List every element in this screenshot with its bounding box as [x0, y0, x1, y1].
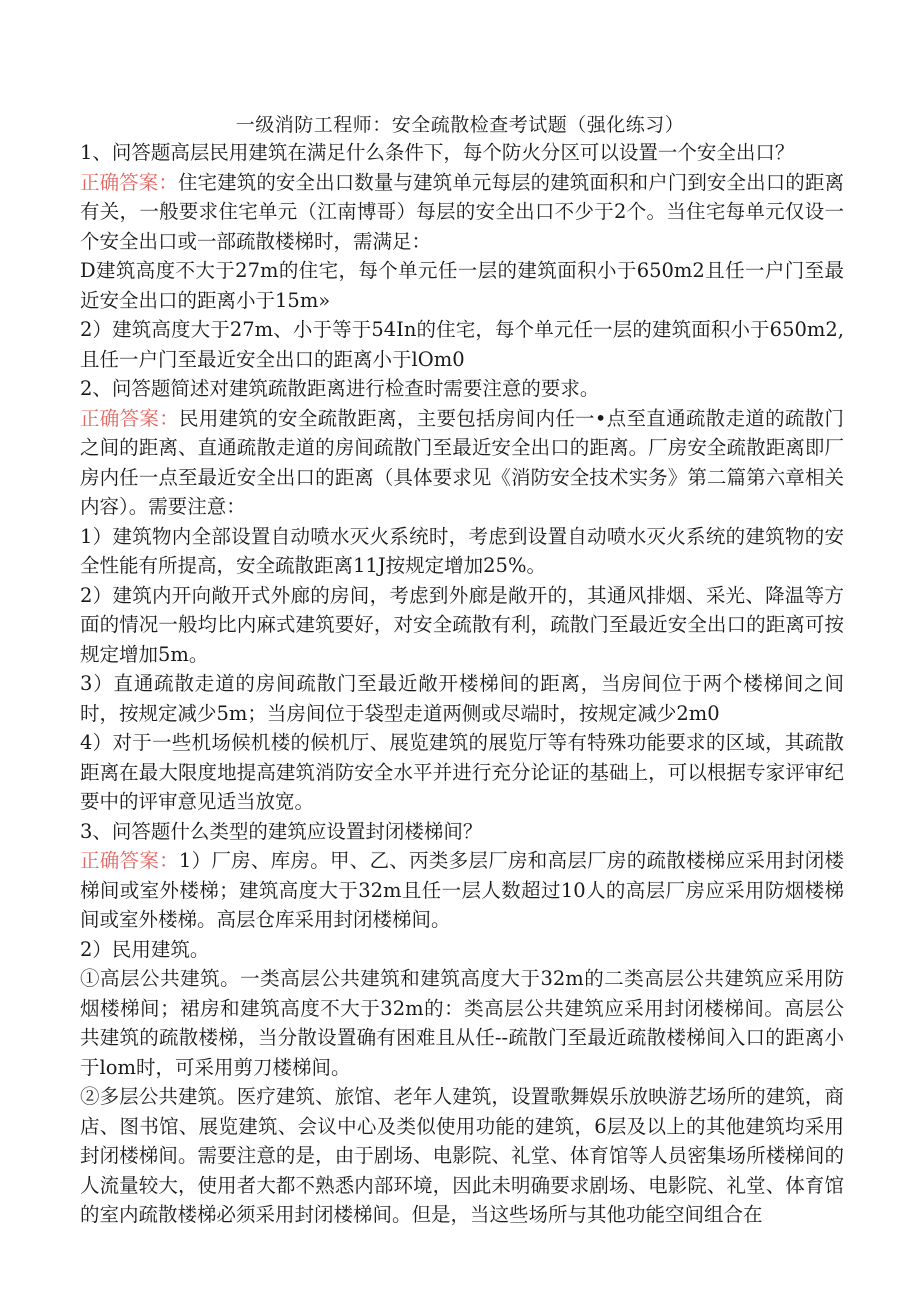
q1-point-2: 2）建筑高度大于27m、小于等于54In的住宅，每个单元任一层的建筑面积小于650m2,且任一户门至最近安全出口的距离小于lOm0 [80, 318, 844, 371]
q2-point-3: 3）直通疏散走道的房间疏散门至最近敞开楼梯间的距离，当房间位于两个楼梯间之间时，按规定减少5m；当房间位于袋型走道两侧或尽端时，按规定减少2m0 [80, 672, 844, 725]
q1-answer-text: 住宅建筑的安全出口数量与建筑单元每层的建筑面积和户门到安全出口的距离有关，一般要求住宅单元（江南博哥）每层的安全出口不少于2个。当住宅每单元仅设一个安全出口或一部疏散楼梯时，需满足： [80, 170, 844, 253]
q3-question: 3、问答题什么类型的建筑应设置封闭楼梯间？ [80, 819, 483, 843]
q2-point-1: 1）建筑物内全部设置自动喷水灭火系统时，考虑到设置自动喷水灭火系统的建筑物的安全性能有所提高，安全疏散距离11J按规定增加25%。 [80, 524, 844, 577]
q3-answer-label: 正确答案： [80, 849, 179, 872]
q1-answer [80, 168, 844, 257]
q2-point-2: 2）建筑内开向敞开式外廊的房间，考虑到外廊是敞开的，其通风排烟、采光、降温等方面的情况一般均比内麻式建筑要好，对安全疏散有利，疏散门至最近安全出口的距离可按规定增加5m。 [80, 583, 844, 666]
document-body [80, 138, 844, 1230]
document-title: 一级消防工程师：安全疏散检查考试题（强化练习） [235, 114, 685, 136]
q2-answer [80, 404, 844, 522]
q1-point-1: D建筑高度不大于27m的住宅，每个单元任一层的建筑面积小于650m2且任一户门至最近安全出口的距离小于15m» [80, 259, 844, 312]
q3-answer [80, 846, 844, 935]
q1-answer-label: 正确答案： [80, 170, 178, 194]
q3-point-1: 2）民用建筑。 [80, 937, 210, 961]
q2-point-4: 4）对于一些机场候机楼的候机厅、展览建筑的展览厅等有特殊功能要求的区域，其疏散距离在最大限度地提高建筑消防安全水平并进行充分论证的基础上，可以根据专家评审纪要中的评审意见适当放宽。 [80, 731, 844, 813]
q1-question: 1、问答题高层民用建筑在满足什么条件下，每个防火分区可以设置一个安全出口？ [80, 141, 795, 164]
q2-answer-text: 民用建筑的安全疏散距离，主要包括房间内任一•点至直通疏散走道的疏散门之间的距离、直通疏散走道的房间疏散门至最近安全出口的距离。厂房安全疏散距离即厂房内任一点至最近安全出口的距离（具体要求见《消防安全技术实务》第二篇第六章相关内容）。需要注意： [80, 406, 844, 518]
q2-answer-label: 正确答案： [80, 406, 180, 430]
q3-point-2: ①高层公共建筑。一类高层公共建筑和建筑高度大于32m的二类高层公共建筑应采用防烟楼梯间；裙房和建筑高度不大于32m的：类高层公共建筑应采用封闭楼梯间。高层公共建筑的疏散楼梯，当分散设置确有困难且从任--疏散门至最近疏散楼梯间入口的距离小于lom时，可采用剪刀楼梯间。 [80, 967, 844, 1079]
q3-answer-text: 1）厂房、库房。甲、乙、丙类多层厂房和高层厂房的疏散楼梯应采用封闭楼梯间或室外楼梯；建筑高度大于32m且任一层人数超过10人的高层厂房应采用防烟楼梯间或室外楼梯。高层仓库采用封闭楼梯间。 [80, 849, 844, 931]
q2-question: 2、问答题简述对建筑疏散距离进行检查时需要注意的要求。 [80, 377, 600, 400]
q3-point-3: ②多层公共建筑。医疗建筑、旅馆、老年人建筑，设置歌舞娱乐放映游艺场所的建筑，商店、图书馆、展览建筑、会议中心及类似使用功能的建筑，6层及以上的其他建筑均采用封闭楼梯间。需要注意的是，由于剧场、电影院、礼堂、体育馆等人员密集场所楼梯间的人流量较大，使用者大都不熟悉内部环境，因此未明确要求剧场、电影院、礼堂、体育馆的室内疏散楼梯必须采用封闭楼梯间。但是，当这些场所与其他功能空间组合在 [80, 1085, 844, 1226]
